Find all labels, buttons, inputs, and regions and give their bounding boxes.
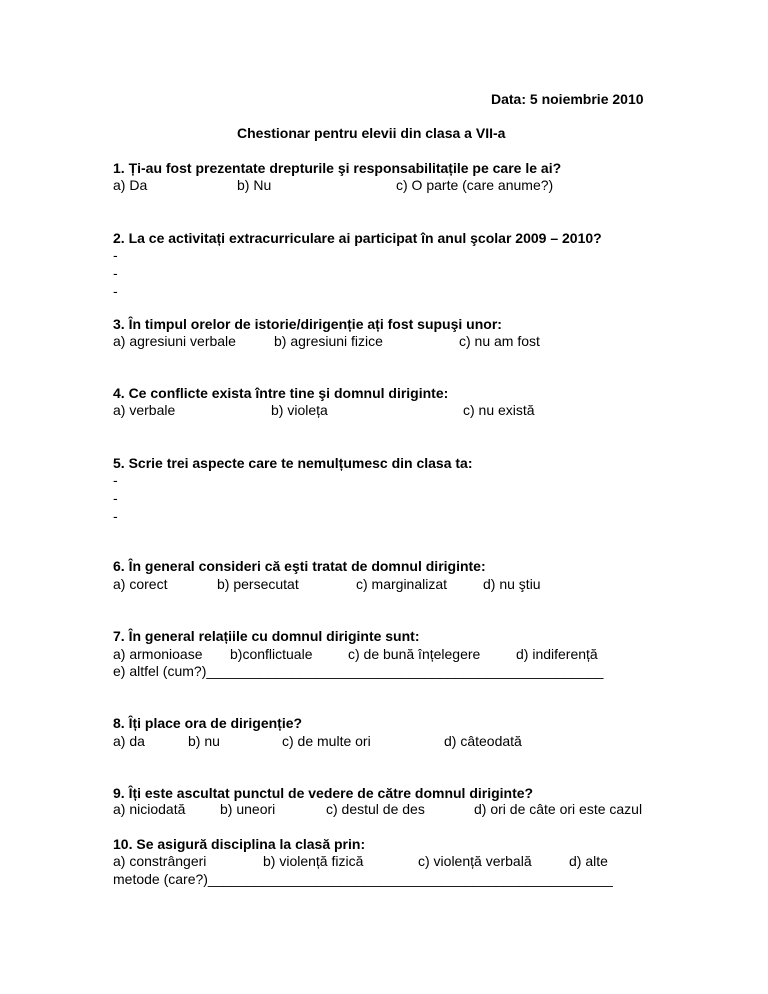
answer-option: b) uneori xyxy=(220,801,276,817)
answer-option: d) nu ştiu xyxy=(483,576,541,592)
answer-dash: - xyxy=(113,508,118,524)
answer-option: a) Da xyxy=(113,177,148,193)
answer-write-line: metode (care?)____________________________________________________ xyxy=(113,871,613,887)
answer-option: b) nu xyxy=(188,733,220,749)
question-text: 8. Îți place ora de dirigenție? xyxy=(113,715,303,731)
answer-option: c) O parte (care anume?) xyxy=(396,177,554,193)
answer-option: d) alte xyxy=(569,853,608,869)
answer-option: d) ori de câte ori este cazul xyxy=(474,801,643,817)
question-text: 10. Se asigură disciplina la clasă prin: xyxy=(113,836,366,852)
answer-option: c) destul de des xyxy=(326,801,425,817)
document-date: Data: 5 noiembrie 2010 xyxy=(491,91,644,107)
answer-option: a) niciodată xyxy=(113,801,186,817)
answer-option: b) persecutat xyxy=(217,576,299,592)
answer-dash: - xyxy=(113,265,118,281)
answer-option: d) indiferență xyxy=(516,646,598,662)
question-text: 6. În general consideri că eşti tratat de domnul diriginte: xyxy=(113,558,486,574)
answer-option: c) violență verbală xyxy=(418,853,532,869)
question-text: 1. Ți-au fost prezentate drepturile şi responsabilitațile pe care le ai? xyxy=(113,160,562,176)
answer-option: c) nu există xyxy=(463,402,535,418)
answer-option: a) constrângeri xyxy=(113,853,207,869)
answer-option: b) agresiuni fizice xyxy=(274,333,383,349)
question-text: 7. În general relațiile cu domnul diriginte sunt: xyxy=(113,628,420,644)
question-text: 4. Ce conflicte exista între tine şi domnul diriginte: xyxy=(113,385,449,401)
answer-dash: - xyxy=(113,247,118,263)
answer-option: a) verbale xyxy=(113,402,176,418)
answer-option: a) corect xyxy=(113,576,168,592)
answer-option: a) da xyxy=(113,733,145,749)
answer-option: c) de multe ori xyxy=(282,733,371,749)
question-text: 3. În timpul orelor de istorie/dirigenție ați fost supuşi unor: xyxy=(113,316,502,332)
answer-option: a) agresiuni verbale xyxy=(113,333,236,349)
answer-dash: - xyxy=(113,490,118,506)
question-text: 5. Scrie trei aspecte care te nemulțumesc din clasa ta: xyxy=(113,455,473,471)
answer-option: b)conflictuale xyxy=(230,646,313,662)
answer-option: a) armonioase xyxy=(113,646,203,662)
answer-dash: - xyxy=(113,283,118,299)
answer-option: b) violență fizică xyxy=(263,853,364,869)
answer-dash: - xyxy=(113,472,118,488)
answer-option: d) câteodată xyxy=(444,733,522,749)
question-text: 2. La ce activitați extracurriculare ai participat în anul şcolar 2009 – 2010? xyxy=(113,230,602,246)
answer-option: b) violeța xyxy=(271,402,328,418)
answer-option: c) nu am fost xyxy=(459,333,540,349)
answer-option: b) Nu xyxy=(237,177,272,193)
answer-option: c) marginalizat xyxy=(356,576,448,592)
question-text: 9. Îți este ascultat punctul de vedere de către domnul diriginte? xyxy=(113,785,534,801)
answer-write-line: e) altfel (cum?)___________________________________________________ xyxy=(113,663,604,679)
document-title: Chestionar pentru elevii din clasa a VII-a xyxy=(237,125,506,141)
answer-option: c) de bună înțelegere xyxy=(348,646,481,662)
